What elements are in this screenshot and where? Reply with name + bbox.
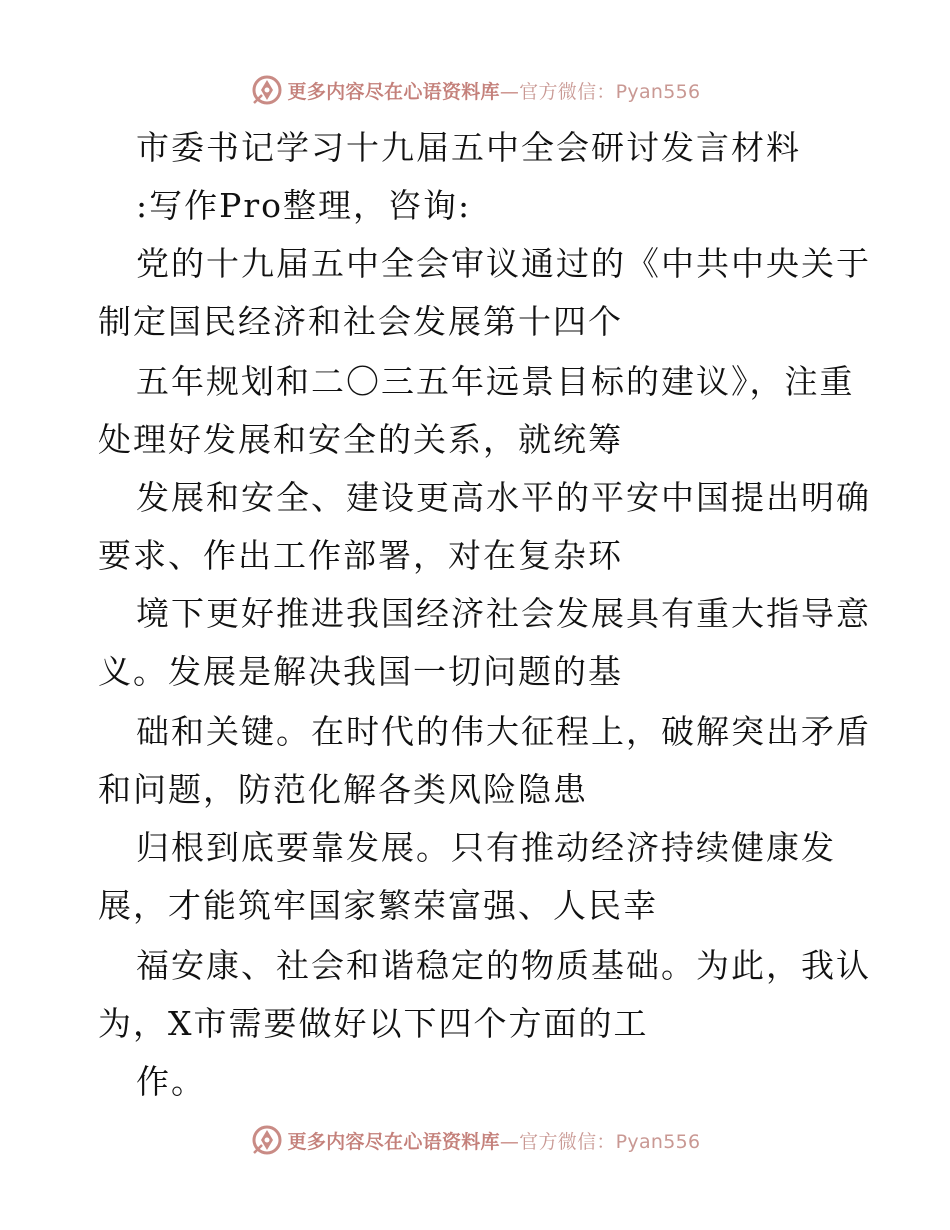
paragraph-line: 要求、作出工作部署，对在复杂环 bbox=[98, 536, 623, 575]
paragraph-line: 归根到底要靠发展。只有推动经济持续健康发 bbox=[136, 828, 836, 867]
paragraph-line: 展，才能筑牢国家繁荣富强、人民幸 bbox=[98, 886, 658, 925]
paragraph-line: 和问题，防范化解各类风险隐患 bbox=[98, 770, 588, 809]
watermark-wechat-text: 官方微信：Pyan556 bbox=[519, 1130, 701, 1153]
watermark-main-text: 更多内容尽在心语资料库 bbox=[287, 1130, 500, 1153]
paragraph-line: 发展和安全、建设更高水平的平安中国提出明确 bbox=[136, 478, 871, 517]
footer-watermark bbox=[0, 1120, 950, 1160]
paragraph-line: 境下更好推进我国经济社会发展具有重大指导意 bbox=[136, 594, 871, 633]
watermark-wechat-text: 官方微信：Pyan556 bbox=[519, 80, 701, 103]
paragraph-line: 为，X市需要做好以下四个方面的工 bbox=[98, 1004, 649, 1043]
document-title: 市委书记学习十九届五中全会研讨发言材料 bbox=[136, 128, 801, 167]
paragraph-line: 础和关键。在时代的伟大征程上，破解突出矛盾 bbox=[136, 712, 871, 751]
watermark-text bbox=[288, 1127, 701, 1154]
watermark-separator: — bbox=[499, 80, 520, 103]
document-subtitle: :写作Pro整理，咨询: bbox=[136, 186, 472, 225]
paragraph-line: 处理好发展和安全的关系，就统筹 bbox=[98, 420, 623, 459]
pen-nib-circle-icon bbox=[250, 1123, 284, 1157]
paragraph-line: 制定国民经济和社会发展第十四个 bbox=[98, 302, 623, 341]
paragraph-line: 义。发展是解决我国一切问题的基 bbox=[98, 652, 623, 691]
paragraph-line: 作。 bbox=[136, 1062, 206, 1101]
paragraph-line: 福安康、社会和谐稳定的物质基础。为此，我认 bbox=[136, 946, 871, 985]
watermark-main-text: 更多内容尽在心语资料库 bbox=[287, 80, 500, 103]
watermark-separator: — bbox=[499, 1130, 520, 1153]
paragraph-line: 五年规划和二〇三五年远景目标的建议》，注重 bbox=[136, 362, 855, 401]
paragraph-line: 党的十九届五中全会审议通过的《中共中央关于 bbox=[136, 244, 871, 283]
